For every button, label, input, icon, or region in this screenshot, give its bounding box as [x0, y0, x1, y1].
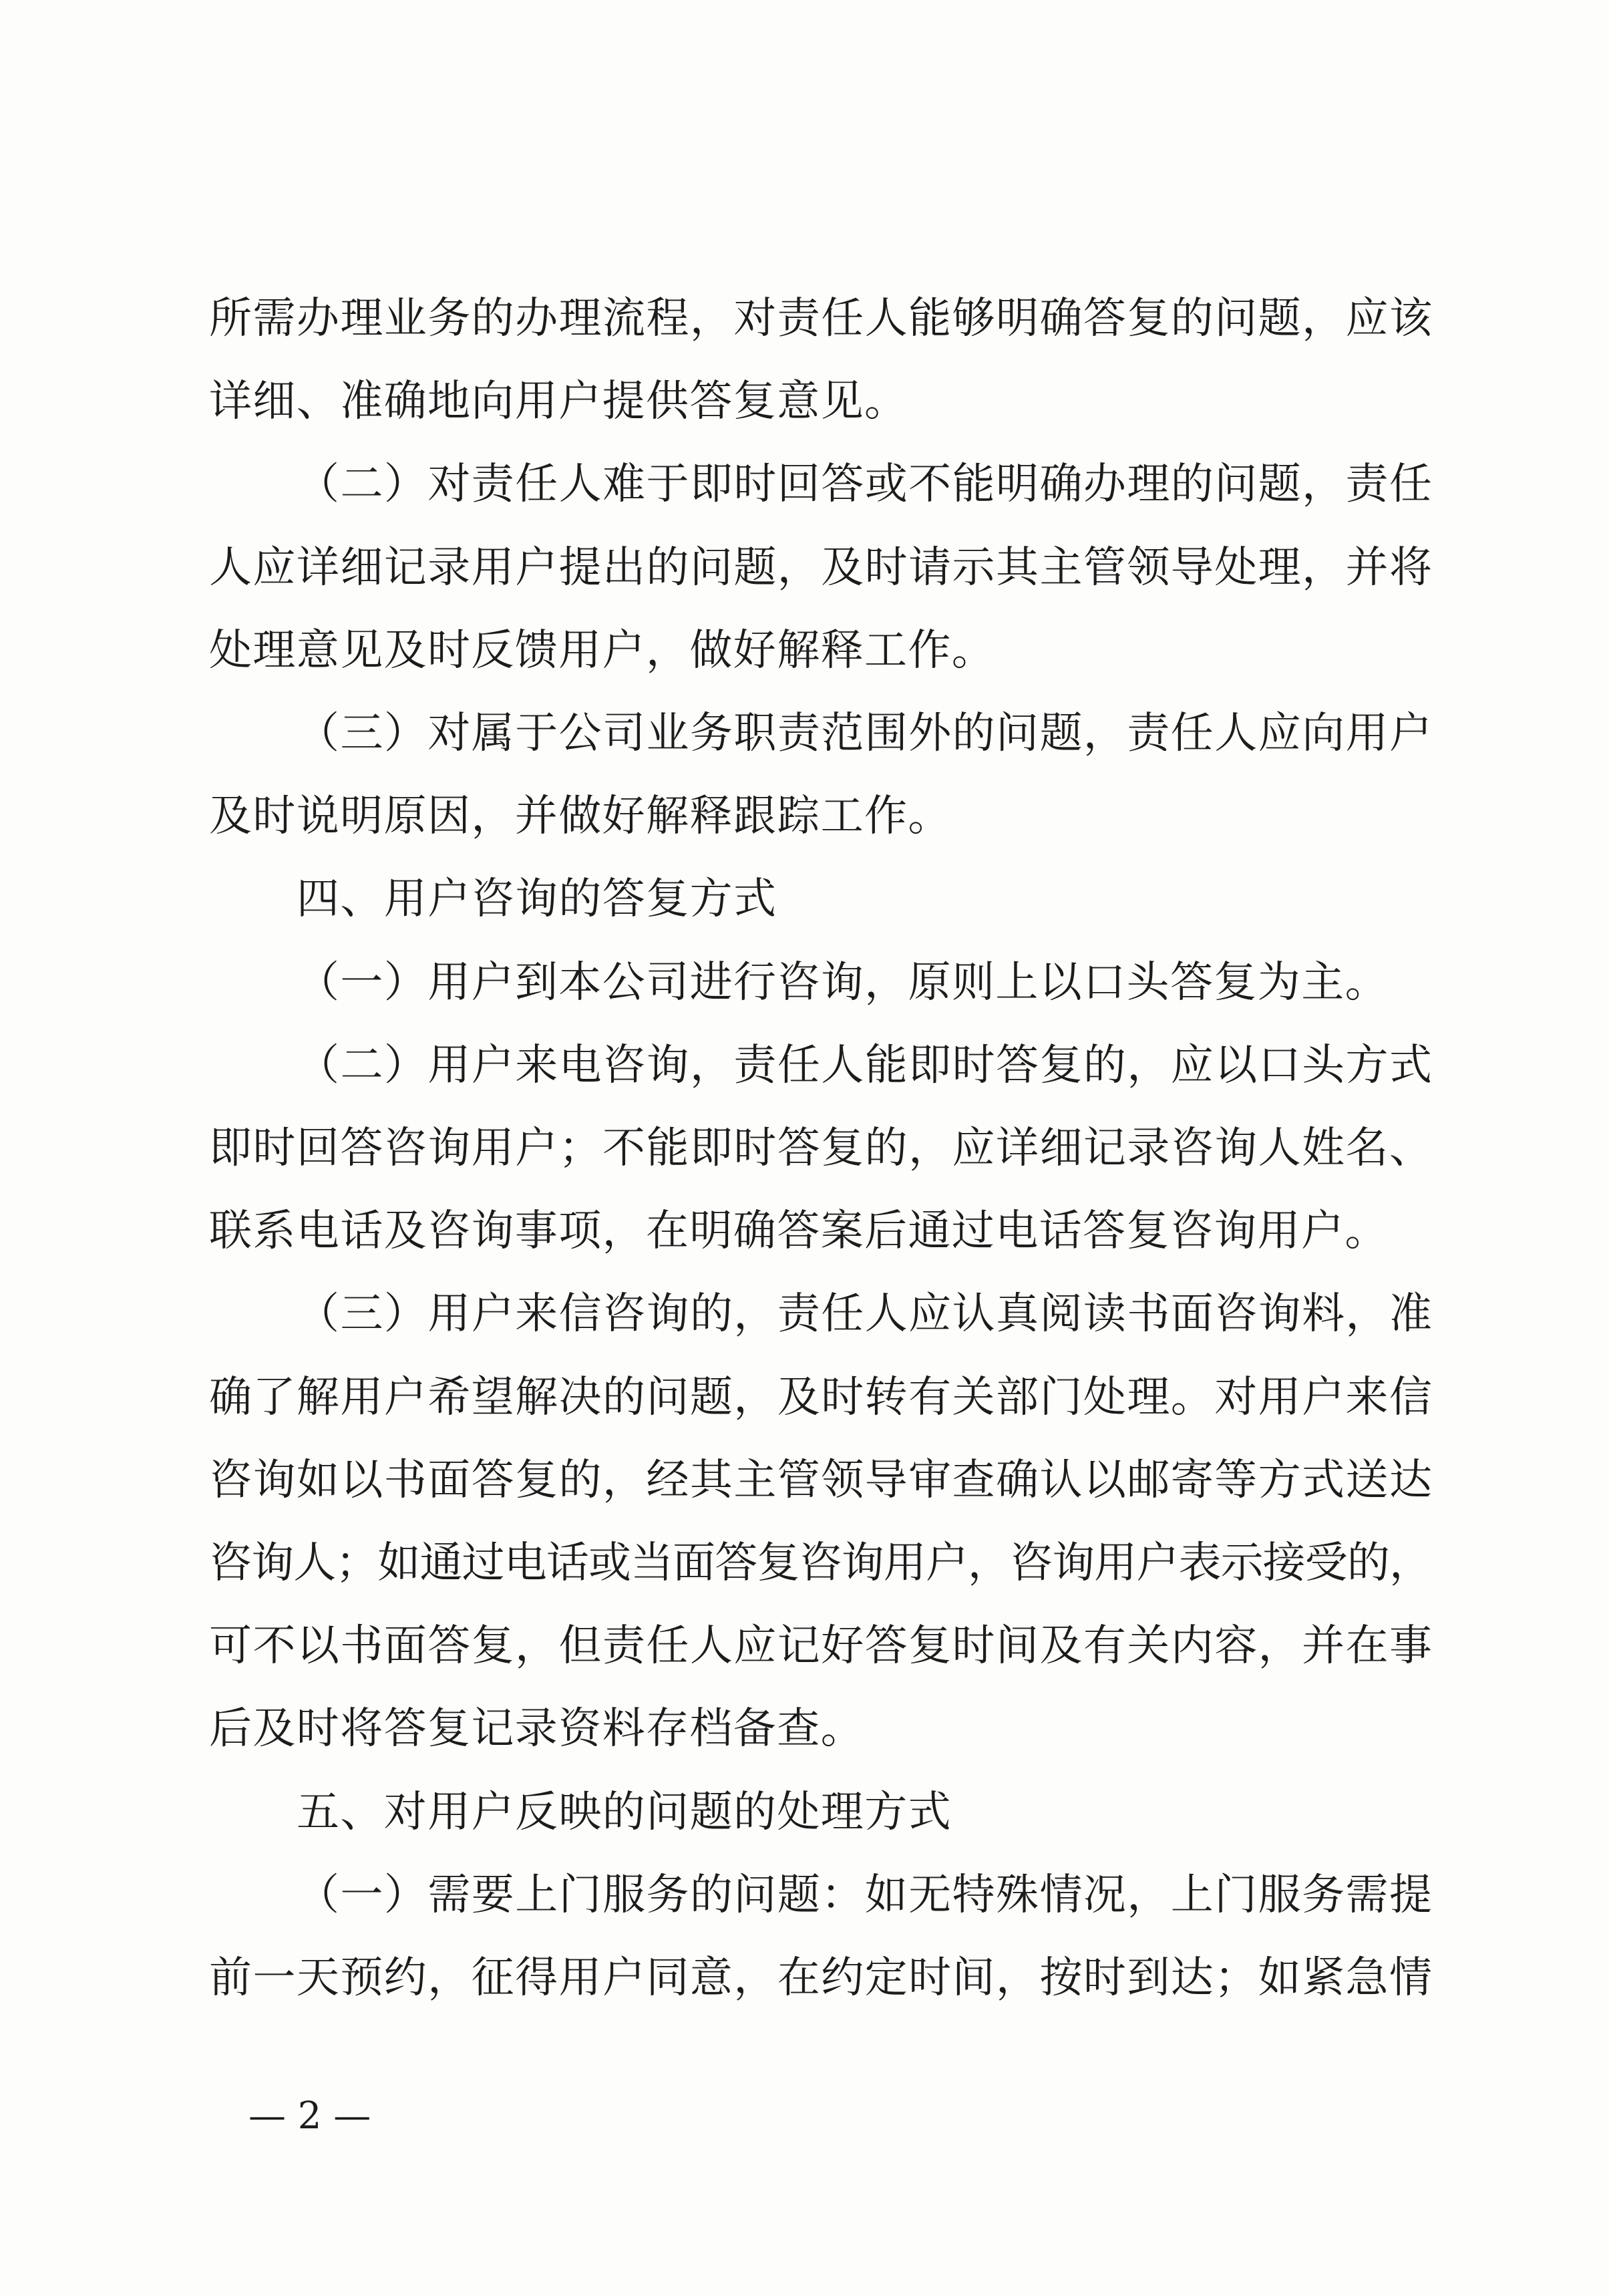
text-line: 前一天预约，征得用户同意，在约定时间，按时到达；如紧急情	[209, 1953, 1433, 2003]
text-line: 人应详细记录用户提出的问题，及时请示其主管领导处理，并将	[209, 542, 1433, 593]
text-line: 确了解用户希望解决的问题，及时转有关部门处理。对用户来信	[209, 1372, 1433, 1422]
text-line: 咨询如以书面答复的，经其主管领导审查确认以邮寄等方式送达	[209, 1455, 1433, 1505]
section-heading-text: 四、用户咨询的答复方式	[297, 874, 777, 925]
section-heading	[209, 1771, 1432, 1854]
paragraph	[209, 692, 1432, 858]
text-line: （二）用户来电咨询，责任人能即时答复的，应以口头方式	[297, 1040, 1433, 1090]
text-line: 所需办理业务的办理流程，对责任人能够明确答复的问题，应该	[209, 294, 1433, 343]
paragraph	[209, 1854, 1432, 2019]
paragraph	[209, 1273, 1432, 1770]
text-line: 处理意见及时反馈用户，做好解释工作。	[209, 625, 996, 675]
section-heading	[209, 858, 1432, 941]
page-number: — 2 —	[248, 2094, 371, 2138]
text-line: （三）对属于公司业务职责范围外的问题，责任人应向用户	[297, 709, 1433, 759]
paragraph	[209, 443, 1432, 692]
text-line: 即时回答咨询用户；不能即时答复的，应详细记录咨询人姓名、	[209, 1124, 1433, 1174]
text-line: （一）用户到本公司进行咨询，原则上以口头答复为主。	[297, 957, 1389, 1007]
paragraph	[209, 277, 1432, 443]
paragraph	[209, 1024, 1432, 1273]
document-body	[209, 277, 1432, 2019]
text-line: （二）对责任人难于即时回答或不能明确办理的问题，责任	[297, 460, 1433, 510]
text-line: 联系电话及咨询事项，在明确答案后通过电话答复咨询用户。	[209, 1206, 1389, 1257]
paragraph	[209, 941, 1432, 1024]
text-line: （一）需要上门服务的问题：如无特殊情况，上门服务需提	[297, 1870, 1433, 1920]
section-heading-text: 五、对用户反映的问题的处理方式	[297, 1787, 952, 1837]
text-line: 及时说明原因，并做好解释跟踪工作。	[209, 792, 952, 842]
text-line: 后及时将答复记录资料存档备查。	[209, 1704, 864, 1754]
text-line: （三）用户来信咨询的，责任人应认真阅读书面咨询料，准	[297, 1289, 1433, 1339]
text-line: 咨询人；如通过电话或当面答复咨询用户，咨询用户表示接受的，	[209, 1538, 1432, 1589]
text-line: 可不以书面答复，但责任人应记好答复时间及有关内容，并在事	[209, 1621, 1433, 1671]
text-line: 详细、准确地向用户提供答复意见。	[209, 377, 908, 427]
